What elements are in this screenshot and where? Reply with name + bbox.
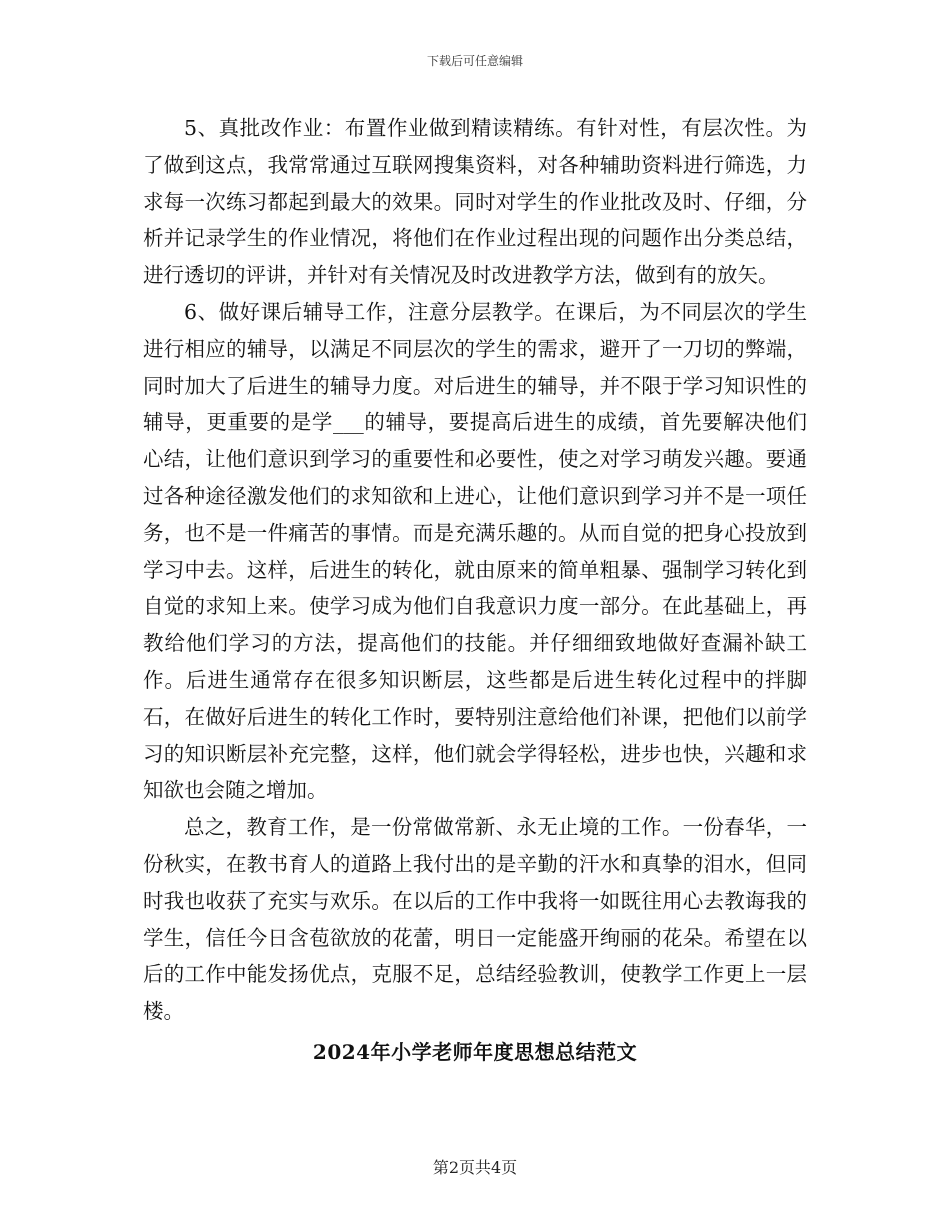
paragraph-conclusion: 总之，教育工作，是一份常做常新、永无止境的工作。一份春华，一份秋实，在教书育人的道路上我付出的是辛勤的汗水和真挚的泪水，但同时我也收获了充实与欢乐。在以后的工作中我将一如既往用心去教诲我的学生，信任今日含苞欲放的花蕾，明日一定能盛开绚丽的花朵。希望在以后的工作中能发扬优点，克服不足，总结经验教训，使教学工作更上一层楼。 — [143, 815, 807, 1024]
page-number: 第2页共4页 — [432, 1158, 518, 1177]
section-title: 2024年小学老师年度思想总结范文 — [312, 1039, 638, 1064]
page-header: 下载后可任意编辑 — [426, 54, 523, 68]
paragraph-homework-correction: 5、真批改作业：布置作业做到精读精练。有针对性，有层次性。为了做到这点，我常常通过互联网搜集资料，对各种辅助资料进行筛选，力求每一次练习都起到最大的效果。同时对学生的作业批改及时、仔细，分析并记录学生的作业情况，将他们在作业过程出现的问题作出分类总结，进行透切的评讲，并针对有关情况及时改进教学方法，做到有的放矢。 — [143, 116, 807, 288]
paragraph-after-class-tutoring: 6、做好课后辅导工作，注意分层教学。在课后，为不同层次的学生进行相应的辅导，以满足不同层次的学生的需求，避开了一刀切的弊端，同时加大了后进生的辅导力度。对后进生的辅导，并不限于学习知识性的辅导，更重要的是学___的辅导，要提高后进生的成绩，首先要解决他们心结，让他们意识到学习的重要性和必要性，使之对学习萌发兴趣。要通过各种途径激发他们的求知欲和上进心，让他们意识到学习并不是一项任务，也不是一件痛苦的事情。而是充满乐趣的。从而自觉的把身心投放到学习中去。这样，后进生的转化，就由原来的简单粗暴、强制学习转化到自觉的求知上来。使学习成为他们自我意识力度一部分。在此基础上，再教给他们学习的方法，提高他们的技能。并仔细细致地做好查漏补缺工作。后进生通常存在很多知识断层，这些都是后进生转化过程中的拌脚石，在做好后进生的转化工作时，要特别注意给他们补课，把他们以前学习的知识断层补充完整，这样，他们就会学得轻松，进步也快，兴趣和求知欲也会随之增加。 — [143, 299, 807, 803]
document-body — [143, 110, 807, 1070]
